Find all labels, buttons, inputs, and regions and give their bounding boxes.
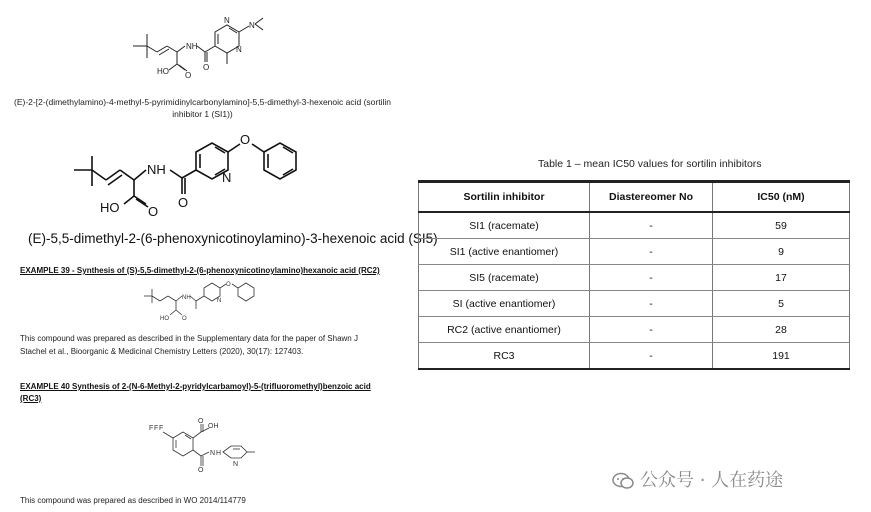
example39-body	[20, 332, 395, 358]
table-row	[419, 317, 850, 343]
cell-inhibitor: RC3	[419, 343, 590, 370]
si1-nh-label: NH	[186, 42, 198, 51]
table-row	[419, 212, 850, 239]
example39-body-line2: Stachel et al., Bioorganic & Medicinal Chemistry Letters (2020), 30(17): 127403.	[20, 347, 304, 356]
cell-diastereomer: -	[590, 239, 713, 265]
table-row	[419, 291, 850, 317]
rc2-nh-label: NH	[182, 295, 191, 301]
cell-inhibitor: SI5 (racemate)	[419, 265, 590, 291]
cell-diastereomer: -	[590, 212, 713, 239]
example39-heading-text: EXAMPLE 39 - Synthesis of (S)-5,5-dimethyl-2-(6-phenoxynicotinoylamino)hexanoic acid (RC2)	[20, 266, 380, 275]
si1-o-label: O	[203, 63, 210, 72]
rc3-pyridine-n-label: N	[233, 461, 239, 468]
si1-o-label: O	[185, 71, 192, 80]
cell-diastereomer: -	[590, 291, 713, 317]
cell-inhibitor: SI1 (active enantiomer)	[419, 239, 590, 265]
si1-caption-line1: (E)-2-[2-(dimethylamino)-4-methyl-5-pyrimidinylcarbonylamino]-5,5-dimethyl-3-hexenoic acid (sortilin	[14, 97, 391, 107]
cell-ic50: 191	[713, 343, 850, 370]
rc3-f-label: F	[159, 425, 164, 432]
example39-heading	[20, 266, 380, 275]
rc3-f-label: F	[154, 425, 159, 432]
si1-caption	[10, 96, 395, 120]
wechat-icon	[612, 472, 634, 490]
cell-diastereomer: -	[590, 317, 713, 343]
example40-body: This compound was prepared as described in WO 2014/114779	[20, 496, 246, 505]
rc2-structure	[138, 280, 278, 328]
rc2-n-label: N	[217, 298, 222, 304]
cell-inhibitor: RC2 (active enantiomer)	[419, 317, 590, 343]
rc3-o-label: O	[198, 418, 204, 425]
cell-inhibitor: SI1 (racemate)	[419, 212, 590, 239]
rc3-h-label: H	[216, 450, 222, 457]
cell-ic50: 9	[713, 239, 850, 265]
col-header-ic50: IC50 (nM)	[713, 182, 850, 213]
example40-heading	[20, 382, 371, 403]
si1-n-label: N	[236, 45, 242, 54]
ic50-table	[418, 180, 850, 370]
cell-ic50: 17	[713, 265, 850, 291]
si1-n-label: N	[224, 16, 230, 25]
cell-diastereomer: -	[590, 343, 713, 370]
rc2-o2-label: O	[182, 316, 187, 322]
si5-ho-label: HO	[100, 200, 120, 215]
cell-ic50: 28	[713, 317, 850, 343]
si5-nh-label: NH	[147, 162, 166, 177]
table-row	[419, 265, 850, 291]
rc3-o2-label: O	[198, 467, 204, 472]
si1-ho-label: HO	[157, 67, 169, 76]
si5-o-amide-label: O	[178, 195, 189, 210]
rc3-f-label: F	[149, 425, 154, 432]
rc2-ho-label: HO	[160, 316, 169, 322]
si5-o-ether-label: O	[240, 132, 251, 147]
si5-n-label: N	[222, 170, 232, 185]
cell-inhibitor: SI (active enantiomer)	[419, 291, 590, 317]
watermark-text: 公众号 · 人在药途	[640, 470, 784, 491]
si5-caption: (E)-5,5-dimethyl-2-(6-phenoxynicotinoylamino)-3-hexenoic acid (SI5)	[28, 231, 438, 246]
table-header-row	[419, 182, 850, 213]
si1-n-label: N	[249, 21, 255, 30]
rc3-n-label: N	[210, 450, 216, 457]
cell-ic50: 5	[713, 291, 850, 317]
si1-caption-line2: inhibitor 1 (SI1))	[172, 109, 233, 119]
rc3-structure	[145, 414, 275, 472]
col-header-inhibitor: Sortilin inhibitor	[419, 182, 590, 213]
si5-o-acid-label: O	[148, 204, 159, 219]
watermark	[612, 466, 783, 492]
table-row	[419, 343, 850, 370]
cell-ic50: 59	[713, 212, 850, 239]
example40-heading-line2: (RC3)	[20, 394, 42, 403]
si5-structure	[60, 130, 330, 225]
rc2-o-label: O	[226, 282, 231, 288]
rc3-oh-label: OH	[208, 423, 219, 430]
example39-body-line1: This compound was prepared as described in the Supplementary data for the paper of Shawn J	[20, 334, 358, 343]
example40-heading-line1: EXAMPLE 40 Synthesis of 2-(N-6-Methyl-2-pyridylcarbamoyl)-5-(trifluoromethyl)benzoic acid	[20, 382, 371, 391]
table-title: Table 1 – mean IC50 values for sortilin inhibitors	[538, 158, 762, 170]
table-row	[419, 239, 850, 265]
cell-diastereomer: -	[590, 265, 713, 291]
si1-structure	[125, 8, 285, 88]
col-header-diastereomer: Diastereomer No	[590, 182, 713, 213]
